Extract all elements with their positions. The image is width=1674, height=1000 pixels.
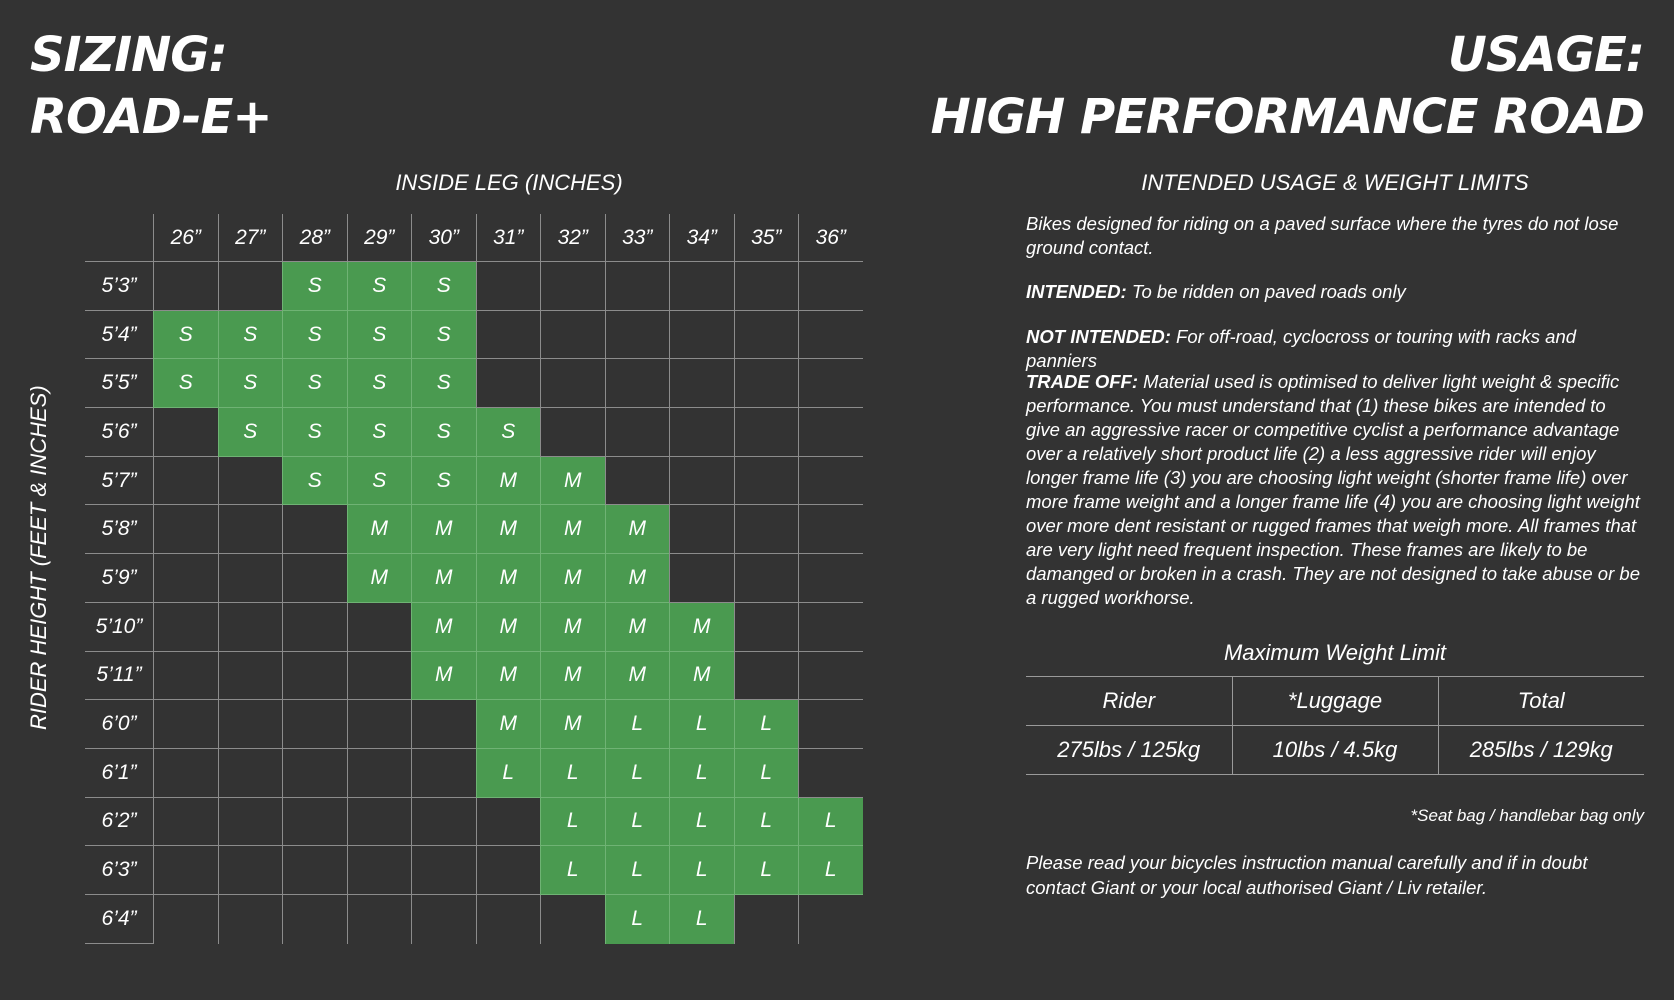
weight-limit-title: Maximum Weight Limit bbox=[1223, 640, 1447, 665]
size-cell: M bbox=[605, 505, 670, 554]
empty-cell bbox=[218, 505, 283, 554]
inside-leg-column-header: 34” bbox=[669, 214, 734, 262]
empty-cell bbox=[218, 554, 283, 603]
size-cell: M bbox=[476, 505, 541, 554]
empty-cell bbox=[153, 505, 218, 554]
empty-cell bbox=[218, 846, 283, 895]
size-cell: L bbox=[540, 846, 605, 895]
size-cell: L bbox=[798, 846, 863, 895]
size-cell: S bbox=[218, 408, 283, 457]
inside-leg-column-header: 26” bbox=[153, 214, 218, 262]
empty-cell bbox=[282, 505, 347, 554]
empty-cell bbox=[411, 846, 476, 895]
grid-corner bbox=[85, 214, 153, 262]
size-cell: S bbox=[282, 262, 347, 311]
empty-cell bbox=[540, 359, 605, 408]
empty-cell bbox=[282, 554, 347, 603]
empty-cell bbox=[347, 652, 412, 701]
size-cell: S bbox=[347, 457, 412, 506]
size-cell: S bbox=[411, 457, 476, 506]
empty-cell bbox=[476, 846, 541, 895]
weight-value-luggage: 10lbs / 4.5kg bbox=[1232, 726, 1438, 775]
weight-header-luggage: *Luggage bbox=[1232, 677, 1438, 726]
inside-leg-column-header: 36” bbox=[798, 214, 863, 262]
empty-cell bbox=[476, 798, 541, 847]
empty-cell bbox=[476, 359, 541, 408]
empty-cell bbox=[411, 798, 476, 847]
size-cell: M bbox=[411, 554, 476, 603]
empty-cell bbox=[798, 700, 863, 749]
size-cell: M bbox=[347, 505, 412, 554]
size-cell: L bbox=[669, 846, 734, 895]
size-cell: L bbox=[540, 798, 605, 847]
trade-off-text: Material used is optimised to deliver light weight & specific performance. You must understand that (1) these bikes are intended to give an aggressive racer or competitive cyclist a performance advantage over a relatively short product life (2) a less aggressive rider will enjoy longer frame life (3) you are choosing light weight (shorter frame life) over more frame weight and a longer frame life (4) you are choosing light weight over more dent resistant or rugged frames that weigh more. All frames that are very light need frequent inspection. These frames are likely to be damanged or broken in a crash. They are not designed to take abuse or be a rugged workhorse. bbox=[1026, 371, 1640, 608]
empty-cell bbox=[798, 505, 863, 554]
empty-cell bbox=[669, 262, 734, 311]
empty-cell bbox=[540, 311, 605, 360]
empty-cell bbox=[218, 700, 283, 749]
inside-leg-column-header: 29” bbox=[347, 214, 412, 262]
rider-height-row-header: 6’4” bbox=[85, 895, 153, 944]
not-intended-paragraph bbox=[1026, 325, 1644, 373]
size-cell: S bbox=[347, 262, 412, 311]
intended-text: To be ridden on paved roads only bbox=[1126, 281, 1406, 302]
size-cell: M bbox=[540, 554, 605, 603]
usage-description: Bikes designed for riding on a paved surface where the tyres do not lose ground contact. bbox=[1026, 213, 1619, 258]
inside-leg-column-header: 27” bbox=[218, 214, 283, 262]
empty-cell bbox=[347, 603, 412, 652]
empty-cell bbox=[734, 505, 799, 554]
empty-cell bbox=[218, 603, 283, 652]
empty-cell bbox=[540, 262, 605, 311]
empty-cell bbox=[798, 262, 863, 311]
usage-title-line1: USAGE: bbox=[1447, 27, 1644, 83]
empty-cell bbox=[347, 749, 412, 798]
size-cell: M bbox=[540, 603, 605, 652]
empty-cell bbox=[605, 457, 670, 506]
empty-cell bbox=[282, 700, 347, 749]
size-cell: L bbox=[669, 798, 734, 847]
not-intended-text: For off-road, cyclocross or touring with racks and panniers bbox=[1026, 326, 1577, 371]
size-cell: M bbox=[476, 700, 541, 749]
weight-header-rider: Rider bbox=[1026, 677, 1232, 726]
size-cell: M bbox=[347, 554, 412, 603]
size-cell: L bbox=[669, 895, 734, 944]
size-cell: L bbox=[605, 895, 670, 944]
empty-cell bbox=[153, 262, 218, 311]
empty-cell bbox=[411, 895, 476, 944]
rider-height-row-header: 5’3” bbox=[85, 262, 153, 311]
empty-cell bbox=[605, 359, 670, 408]
size-cell: L bbox=[605, 749, 670, 798]
size-cell: S bbox=[476, 408, 541, 457]
empty-cell bbox=[153, 846, 218, 895]
weight-value-total: 285lbs / 129kg bbox=[1438, 726, 1644, 775]
size-cell: S bbox=[347, 408, 412, 457]
size-cell: S bbox=[411, 408, 476, 457]
empty-cell bbox=[798, 311, 863, 360]
empty-cell bbox=[347, 895, 412, 944]
size-cell: M bbox=[411, 505, 476, 554]
trade-off-paragraph bbox=[1026, 370, 1644, 610]
empty-cell bbox=[282, 895, 347, 944]
rider-height-row-header: 5’9” bbox=[85, 554, 153, 603]
size-cell: S bbox=[411, 311, 476, 360]
inside-leg-column-header: 33” bbox=[605, 214, 670, 262]
rider-height-row-header: 5’6” bbox=[85, 408, 153, 457]
empty-cell bbox=[734, 652, 799, 701]
empty-cell bbox=[798, 749, 863, 798]
size-cell: M bbox=[669, 603, 734, 652]
size-cell: M bbox=[411, 652, 476, 701]
rider-height-row-header: 5’8” bbox=[85, 505, 153, 554]
size-cell: M bbox=[540, 457, 605, 506]
empty-cell bbox=[734, 262, 799, 311]
size-cell: M bbox=[476, 554, 541, 603]
weight-value-row bbox=[1026, 726, 1644, 775]
size-cell: M bbox=[476, 457, 541, 506]
weight-limit-table bbox=[1026, 676, 1644, 775]
sizing-title-line1: SIZING: bbox=[30, 27, 227, 83]
empty-cell bbox=[218, 652, 283, 701]
size-cell: L bbox=[669, 749, 734, 798]
inside-leg-column-header: 28” bbox=[282, 214, 347, 262]
empty-cell bbox=[153, 700, 218, 749]
empty-cell bbox=[153, 603, 218, 652]
empty-cell bbox=[734, 895, 799, 944]
empty-cell bbox=[153, 652, 218, 701]
size-cell: L bbox=[734, 700, 799, 749]
inside-leg-column-header: 31” bbox=[476, 214, 541, 262]
size-cell: L bbox=[669, 700, 734, 749]
size-cell: M bbox=[476, 652, 541, 701]
size-cell: M bbox=[411, 603, 476, 652]
empty-cell bbox=[540, 408, 605, 457]
intended-paragraph bbox=[1026, 280, 1644, 304]
empty-cell bbox=[540, 895, 605, 944]
size-cell: S bbox=[282, 311, 347, 360]
size-cell: S bbox=[282, 457, 347, 506]
empty-cell bbox=[669, 408, 734, 457]
size-cell: L bbox=[605, 700, 670, 749]
size-cell: S bbox=[347, 359, 412, 408]
empty-cell bbox=[282, 846, 347, 895]
rider-height-row-header: 6’1” bbox=[85, 749, 153, 798]
size-cell: S bbox=[153, 311, 218, 360]
empty-cell bbox=[476, 311, 541, 360]
sizing-title-line2: ROAD-E+ bbox=[30, 89, 272, 145]
rider-height-row-header: 5’5” bbox=[85, 359, 153, 408]
inside-leg-column-header: 35” bbox=[734, 214, 799, 262]
empty-cell bbox=[218, 798, 283, 847]
empty-cell bbox=[153, 749, 218, 798]
weight-value-rider: 275lbs / 125kg bbox=[1026, 726, 1232, 775]
inside-leg-heading: INSIDE LEG (INCHES) bbox=[395, 170, 623, 195]
empty-cell bbox=[669, 505, 734, 554]
empty-cell bbox=[153, 408, 218, 457]
size-cell: M bbox=[605, 652, 670, 701]
size-cell: S bbox=[347, 311, 412, 360]
empty-cell bbox=[218, 457, 283, 506]
inside-leg-column-header: 30” bbox=[411, 214, 476, 262]
empty-cell bbox=[605, 408, 670, 457]
empty-cell bbox=[476, 262, 541, 311]
empty-cell bbox=[669, 457, 734, 506]
empty-cell bbox=[153, 457, 218, 506]
size-cell: M bbox=[605, 603, 670, 652]
size-cell: M bbox=[540, 505, 605, 554]
empty-cell bbox=[282, 798, 347, 847]
rider-height-row-header: 5’4” bbox=[85, 311, 153, 360]
empty-cell bbox=[218, 262, 283, 311]
size-cell: S bbox=[218, 311, 283, 360]
empty-cell bbox=[605, 311, 670, 360]
rider-height-heading: RIDER HEIGHT (FEET & INCHES) bbox=[26, 385, 51, 730]
size-cell: L bbox=[734, 749, 799, 798]
rider-height-row-header: 5’11” bbox=[85, 652, 153, 701]
empty-cell bbox=[734, 311, 799, 360]
empty-cell bbox=[669, 554, 734, 603]
empty-cell bbox=[282, 749, 347, 798]
empty-cell bbox=[153, 798, 218, 847]
empty-cell bbox=[605, 262, 670, 311]
size-cell: L bbox=[476, 749, 541, 798]
empty-cell bbox=[798, 359, 863, 408]
size-cell: M bbox=[540, 652, 605, 701]
size-cell: S bbox=[282, 359, 347, 408]
empty-cell bbox=[798, 895, 863, 944]
size-cell: M bbox=[540, 700, 605, 749]
size-cell: L bbox=[734, 798, 799, 847]
empty-cell bbox=[411, 700, 476, 749]
weight-header-row bbox=[1026, 677, 1644, 726]
empty-cell bbox=[218, 749, 283, 798]
empty-cell bbox=[798, 408, 863, 457]
size-cell: L bbox=[734, 846, 799, 895]
trade-off-label: TRADE OFF: bbox=[1026, 371, 1139, 392]
usage-title-line2: HIGH PERFORMANCE ROAD bbox=[930, 89, 1644, 145]
empty-cell bbox=[669, 359, 734, 408]
empty-cell bbox=[476, 895, 541, 944]
empty-cell bbox=[347, 846, 412, 895]
rider-height-row-header: 5’7” bbox=[85, 457, 153, 506]
empty-cell bbox=[798, 603, 863, 652]
usage-title bbox=[931, 24, 1644, 148]
empty-cell bbox=[153, 895, 218, 944]
size-cell: M bbox=[669, 652, 734, 701]
empty-cell bbox=[798, 652, 863, 701]
empty-cell bbox=[282, 652, 347, 701]
empty-cell bbox=[411, 749, 476, 798]
luggage-footnote: *Seat bag / handlebar bag only bbox=[1410, 806, 1644, 825]
empty-cell bbox=[734, 408, 799, 457]
empty-cell bbox=[347, 798, 412, 847]
size-cell: S bbox=[282, 408, 347, 457]
empty-cell bbox=[153, 554, 218, 603]
rider-height-row-header: 6’2” bbox=[85, 798, 153, 847]
rider-height-row-header: 5’10” bbox=[85, 603, 153, 652]
size-cell: M bbox=[605, 554, 670, 603]
closing-note: Please read your bicycles instruction manual carefully and if in doubt contact Giant or your local authorised Giant / Liv retailer. bbox=[1026, 852, 1588, 898]
empty-cell bbox=[734, 603, 799, 652]
empty-cell bbox=[734, 359, 799, 408]
not-intended-label: NOT INTENDED: bbox=[1026, 326, 1171, 347]
empty-cell bbox=[282, 603, 347, 652]
size-cell: L bbox=[605, 846, 670, 895]
size-cell: L bbox=[798, 798, 863, 847]
empty-cell bbox=[798, 554, 863, 603]
weight-header-total: Total bbox=[1438, 677, 1644, 726]
rider-height-row-header: 6’0” bbox=[85, 700, 153, 749]
intended-label: INTENDED: bbox=[1026, 281, 1127, 302]
sizing-title bbox=[30, 24, 272, 148]
size-cell: L bbox=[605, 798, 670, 847]
empty-cell bbox=[798, 457, 863, 506]
empty-cell bbox=[347, 700, 412, 749]
empty-cell bbox=[218, 895, 283, 944]
size-cell: S bbox=[218, 359, 283, 408]
sizing-grid bbox=[85, 214, 863, 944]
empty-cell bbox=[669, 311, 734, 360]
inside-leg-column-header: 32” bbox=[540, 214, 605, 262]
size-cell: S bbox=[411, 262, 476, 311]
size-cell: S bbox=[153, 359, 218, 408]
size-cell: S bbox=[411, 359, 476, 408]
rider-height-row-header: 6’3” bbox=[85, 846, 153, 895]
empty-cell bbox=[734, 554, 799, 603]
usage-heading: INTENDED USAGE & WEIGHT LIMITS bbox=[1141, 170, 1529, 195]
size-cell: M bbox=[476, 603, 541, 652]
size-cell: L bbox=[540, 749, 605, 798]
empty-cell bbox=[734, 457, 799, 506]
